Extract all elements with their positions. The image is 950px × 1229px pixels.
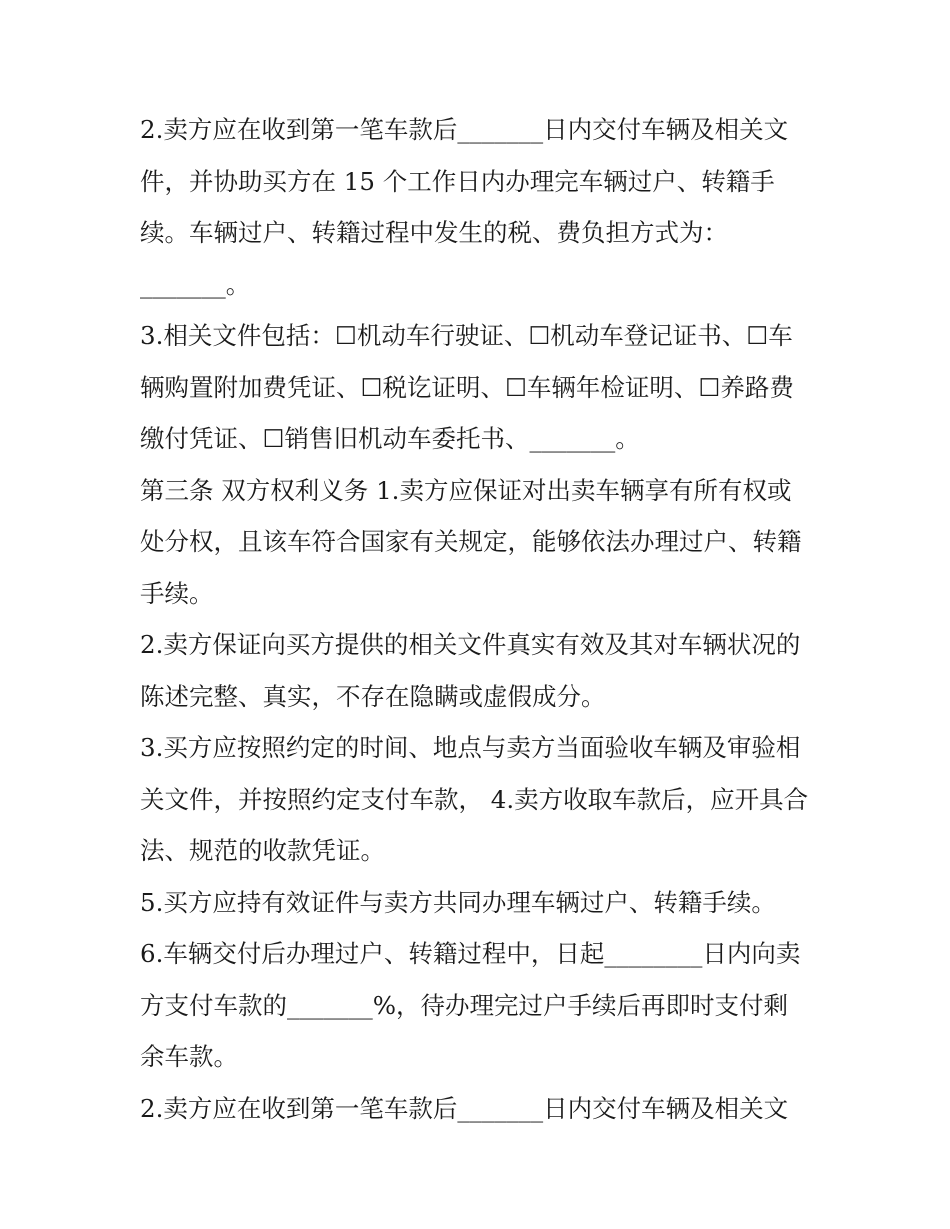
document-page — [140, 104, 830, 1134]
text-line: 第三条 双方权利义务 1.卖方应保证对出卖车辆享有所有权或 — [140, 475, 792, 505]
text-line: 2.卖方保证向买方提供的相关文件真实有效及其对车辆状况的 — [140, 630, 801, 659]
text-line: 3.相关文件包括：☐机动车行驶证、☐机动车登记证书、☐车 — [140, 321, 793, 350]
text-line: 辆购置附加费凭证、☐税讫证明、☐车辆年检证明、☐养路费 — [140, 372, 794, 402]
text-line: 6.车辆交付后办理过户、转籍过程中，日起________日内向卖 — [140, 939, 801, 968]
text-line: 陈述完整、真实，不存在隐瞒或虚假成分。 — [140, 681, 606, 711]
text-line: 法、规范的收款凭证。 — [140, 836, 385, 865]
text-line: 缴付凭证、☐销售旧机动车委托书、_______。 — [140, 424, 640, 453]
text-line: 3.买方应按照约定的时间、地点与卖方当面验收车辆及审验相 — [140, 733, 801, 762]
text-line: 手续。 — [140, 578, 214, 608]
text-line: 方支付车款的_______%，待办理完过户手续后再即时支付剩 — [140, 990, 789, 1020]
text-line: 件，并协助买方在 15 个工作日内办理完车辆过户、转籍手 — [140, 166, 775, 196]
text-line: 5.买方应持有效证件与卖方共同办理车辆过户、转籍手续。 — [140, 887, 776, 917]
text-line: _______。 — [140, 269, 251, 299]
text-line: 2.卖方应在收到第一笔车款后_______日内交付车辆及相关文 — [140, 115, 789, 144]
text-line: 续。车辆过户、转籍过程中发生的税、费负担方式为： — [140, 218, 728, 247]
text-line: 余车款。 — [140, 1042, 238, 1071]
text-line: 2.卖方应在收到第一笔车款后_______日内交付车辆及相关文 — [140, 1093, 789, 1123]
text-line: 处分权，且该车符合国家有关规定，能够依法办理过户、转籍 — [140, 527, 802, 556]
text-line: 关文件，并按照约定支付车款， 4.卖方收取车款后，应开具合 — [140, 784, 809, 814]
